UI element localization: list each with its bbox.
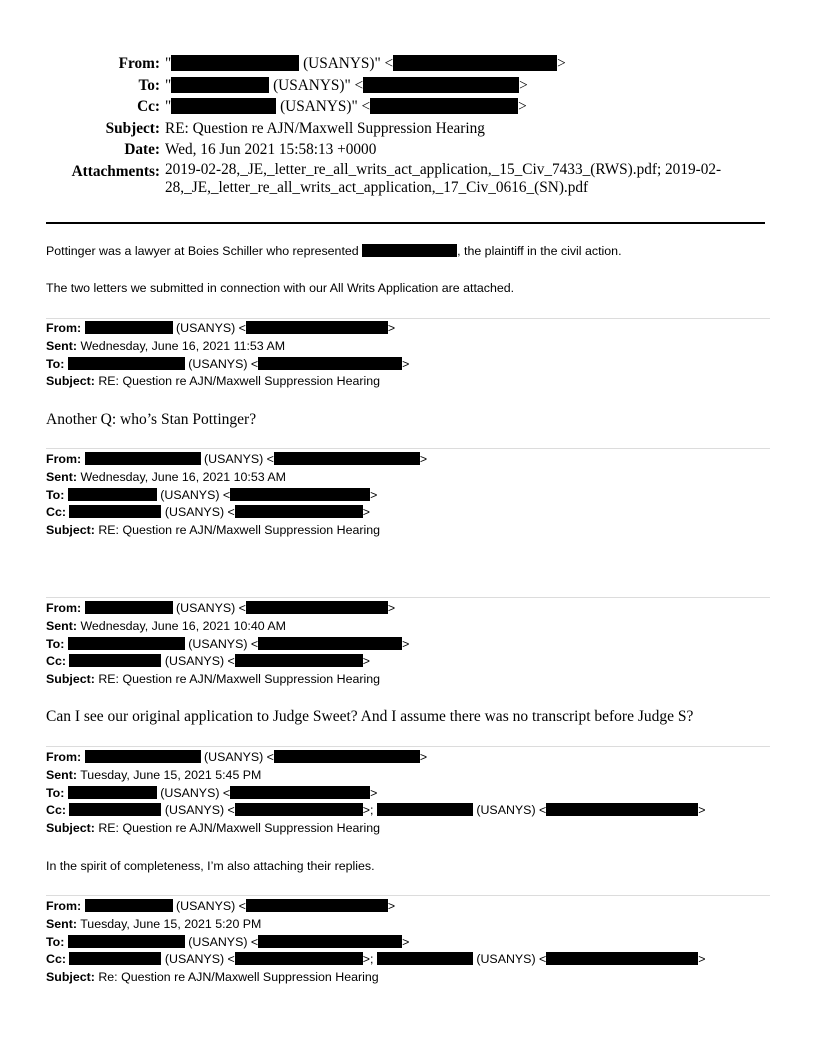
redaction-box xyxy=(235,952,363,965)
redaction-box xyxy=(235,654,363,667)
redaction-box xyxy=(68,935,185,948)
header-from-row: From: " (USANYS)" < > xyxy=(40,53,780,75)
message-text: Can I see our original application to Judge Sweet? And I assume there was no transcript before Judge S? xyxy=(46,708,694,725)
redaction-box xyxy=(235,803,363,816)
header-cc-row: Cc: " (USANYS)" < > xyxy=(40,96,780,118)
redaction-box xyxy=(230,786,370,799)
header-date-label: Date: xyxy=(124,141,160,158)
header-date-value: Wed, 16 Jun 2021 15:58:13 +0000 xyxy=(165,141,377,158)
redaction-box xyxy=(235,505,363,518)
redaction-box xyxy=(68,637,185,650)
header-from-label: From: xyxy=(118,55,160,72)
header-subject-label: Subject: xyxy=(105,119,160,137)
redaction-box xyxy=(258,935,402,948)
redaction-box xyxy=(274,452,420,465)
redaction-box xyxy=(85,321,173,334)
redaction-box xyxy=(68,786,157,799)
quoted-email-header: From: (USANYS) < > Sent: Tuesday, June 15, 2021 5:20 PM To: (USANYS) < > Cc: (USANYS) < >; (USANYS) < > Subject: Re: Question re AJN/Maxwell Suppression Hearing xyxy=(46,899,706,985)
quoted-email-header: From: (USANYS) < > Sent: Wednesday, June 16, 2021 10:40 AM To: (USANYS) < > Cc: (USANYS) < > Subject: RE: Question re AJN/Maxwell Suppression Hearing xyxy=(46,601,410,687)
thread-divider xyxy=(46,746,770,747)
email-header xyxy=(40,53,780,197)
redaction-box xyxy=(69,952,161,965)
redaction-box xyxy=(85,452,201,465)
redaction-box xyxy=(546,803,698,816)
message-text: Another Q: who’s Stan Pottinger? xyxy=(46,411,257,428)
header-cc-label: Cc: xyxy=(137,98,160,115)
body-paragraph: The two letters we submitted in connection with our All Writs Application are attached. xyxy=(46,281,515,295)
quoted-email-header: From: (USANYS) < > Sent: Wednesday, June 16, 2021 11:53 AM To: (USANYS) < > Subject: RE: Question re AJN/Maxwell Suppression Hearing xyxy=(46,321,410,389)
redaction-box xyxy=(258,637,402,650)
redaction-box xyxy=(274,750,420,763)
redaction-box xyxy=(171,55,299,71)
header-date-row xyxy=(40,139,780,161)
redaction-box xyxy=(377,952,473,965)
redaction-box xyxy=(230,488,370,501)
message-text: In the spirit of completeness, I’m also attaching their replies. xyxy=(46,859,375,873)
redaction-box xyxy=(393,55,557,71)
quoted-email-header: From: (USANYS) < > Sent: Wednesday, June 16, 2021 10:53 AM To: (USANYS) < > Cc: (USANYS) < > Subject: RE: Question re AJN/Maxwell Suppression Hearing xyxy=(46,452,428,538)
redaction-box xyxy=(363,77,519,93)
redaction-box xyxy=(68,357,185,370)
attachment-link[interactable]: 2019-02-28,_JE,_letter_re_all_writs_act_application,_15_Civ_7433_(RWS).pdf; 2019-02- xyxy=(165,160,722,178)
header-to-row: To: " (USANYS)" < > xyxy=(40,75,780,97)
thread-divider xyxy=(46,318,770,319)
header-subject-value: RE: Question re AJN/Maxwell Suppression Hearing xyxy=(165,119,485,137)
thread-divider xyxy=(46,597,770,598)
thread-divider xyxy=(46,448,770,449)
header-attachments-row xyxy=(40,161,780,197)
attachment-link[interactable]: 28,_JE,_letter_re_all_writs_act_application,_17_Civ_0616_(SN).pdf xyxy=(165,178,589,196)
redaction-box xyxy=(69,803,161,816)
header-subject-row xyxy=(40,118,780,140)
redaction-box xyxy=(85,601,173,614)
header-to-label: To: xyxy=(138,76,160,94)
redaction-box xyxy=(258,357,402,370)
redaction-box xyxy=(370,98,518,114)
body-paragraph: Pottinger was a lawyer at Boies Schiller who represented , the plaintiff in the civil action. xyxy=(46,244,622,258)
redaction-box xyxy=(246,321,388,334)
redaction-box xyxy=(69,505,161,518)
quoted-email-header: From: (USANYS) < > Sent: Tuesday, June 15, 2021 5:45 PM To: (USANYS) < > Cc: (USANYS) < >; (USANYS) < > Subject: RE: Question re AJN/Maxwell Suppression Hearing xyxy=(46,750,706,836)
redaction-box xyxy=(362,244,457,257)
redaction-box xyxy=(171,98,276,114)
redaction-box xyxy=(246,899,388,912)
redaction-box xyxy=(246,601,388,614)
redaction-box xyxy=(377,803,473,816)
header-divider xyxy=(46,222,765,224)
redaction-box xyxy=(69,654,161,667)
redaction-box xyxy=(546,952,698,965)
redaction-box xyxy=(171,77,269,93)
thread-divider xyxy=(46,895,770,896)
redaction-box xyxy=(85,750,201,763)
redaction-box xyxy=(68,488,157,501)
header-attachments-label: Attachments: xyxy=(71,162,160,180)
redaction-box xyxy=(85,899,173,912)
